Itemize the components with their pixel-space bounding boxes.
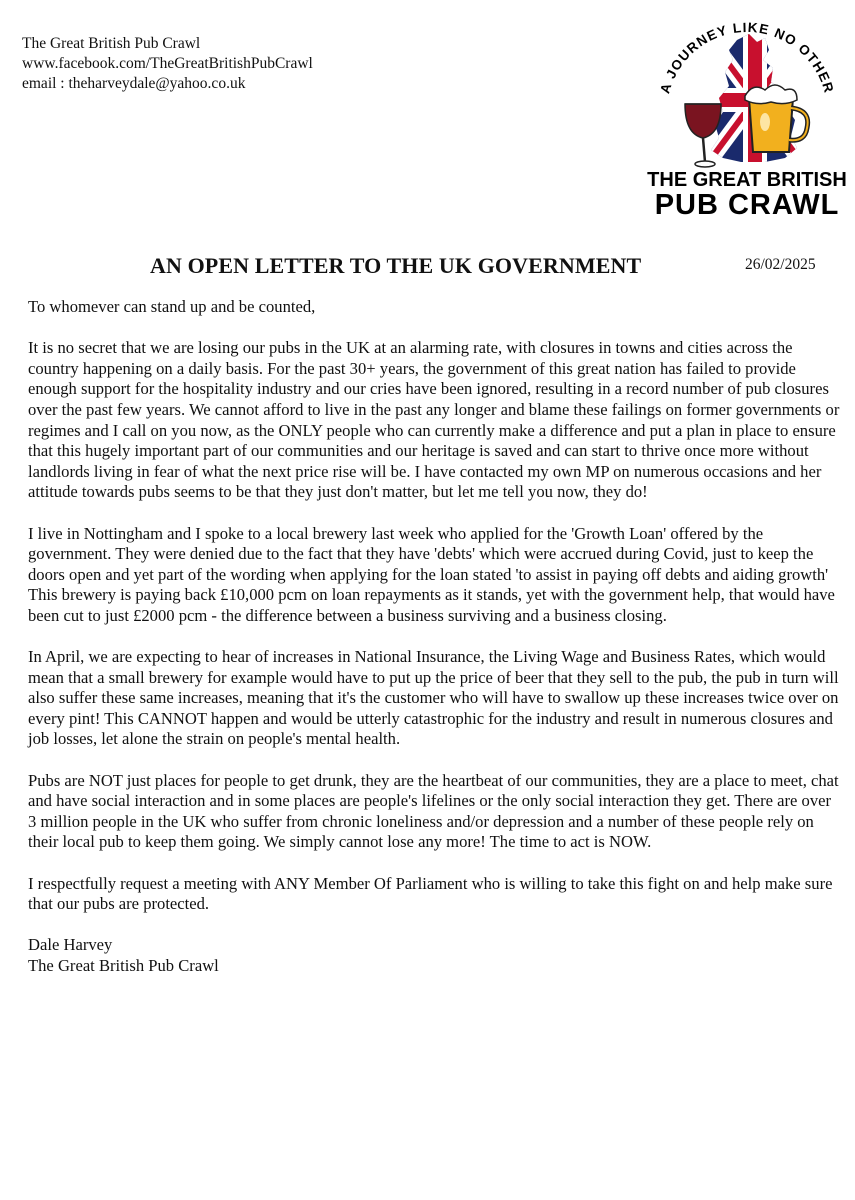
paragraph-pubs-communities: Pubs are NOT just places for people to get drunk, they are the heartbeat of our communities, they are a place to meet, chat and have social interaction and in some places are people's lifelines or the only social interaction they get. There are over 3 million people in the UK who suffer from chronic loneliness and/or depression and a number of these people rely on their local pub to keep them going. We simply cannot lose any more! The time to act is NOW. [28,770,839,852]
pub-crawl-logo [645,12,850,217]
signature-name: Dale Harvey [28,935,113,955]
letter-date: 26/02/2025 [745,256,816,273]
logo-graphic [645,12,850,217]
sender-email: email : theharveydale@yahoo.co.uk [22,75,246,92]
signature-block [28,935,843,976]
sender-organization: The Great British Pub Crawl [22,35,201,52]
paragraph-growth-loan [28,524,843,627]
logo-brand-line-2: PUB CRAWL [654,189,840,217]
growth-loan-text: I live in Nottingham and I spoke to a local brewery last week who applied for the 'Growth Loan' offered by the government. They were denied due to the fact that they have 'debts' which were accrued during Covid, just to keep the doors open and yet part of the wording when applying for the loan stated 'to assist in paying off debts and aiding growth' [28,523,829,584]
letter-body [28,297,843,977]
salutation: To whomever can stand up and be counted, [28,297,316,316]
beer-mug-icon [745,85,808,152]
paragraph-meeting-request: I respectfully request a meeting with ANY Member Of Parliament who is willing to take this fight on and help make sure that our pubs are protected. [28,873,833,914]
signature-organization: The Great British Pub Crawl [28,956,219,975]
brewery-repayments-text: This brewery is paying back £10,000 pcm on loan repayments as it stands, yet with the government help, that would have been cut to just £2000 pcm - the difference between a business surviving and a business closing. [28,585,835,625]
letter-title: AN OPEN LETTER TO THE UK GOVERNMENT [150,253,642,278]
sender-website: www.facebook.com/TheGreatBritishPubCrawl [22,55,313,72]
paragraph-april-increases: In April, we are expecting to hear of increases in National Insurance, the Living Wage and Business Rates, which would mean that a small brewery for example would have to put up the price of beer that they sell to the pub, the pub in turn will also suffer these same increases, meaning that it's the customer who will have to swallow up these increases twice over on every pint! This CANNOT happen and would be utterly catastrophic for the industry and result in numerous closures and job losses, let alone the strain on people's mental health. [28,647,839,749]
paragraph-pub-closures: It is no secret that we are losing our pubs in the UK at an alarming rate, with closures in towns and cities across the country happening on a daily basis. For the past 30+ years, the government of this great nation has failed to provide enough support for the hospitality industry and our cries have been ignored, resulting in a record number of pub closures over the past few years. We cannot afford to live in the past any longer and blame these failings on former governments or regimes and I call on you now, as the ONLY people who can currently make a difference and put a plan in place to ensure that this hugely important part of our communities and our heritage is saved and can start to thrive once more without landlords living in fear of what the next price rise will be. I have contacted my own MP on numerous occasions and her attitude towards pubs seems to be that they just don't matter, but let me tell you now, they do! [28,338,840,502]
sender-contact-block [22,34,313,94]
logo-tagline: A JOURNEY LIKE NO OTHER [657,19,837,96]
wine-glass-icon [685,104,721,167]
logo-brand-line-1: THE GREAT BRITISH [647,169,847,191]
